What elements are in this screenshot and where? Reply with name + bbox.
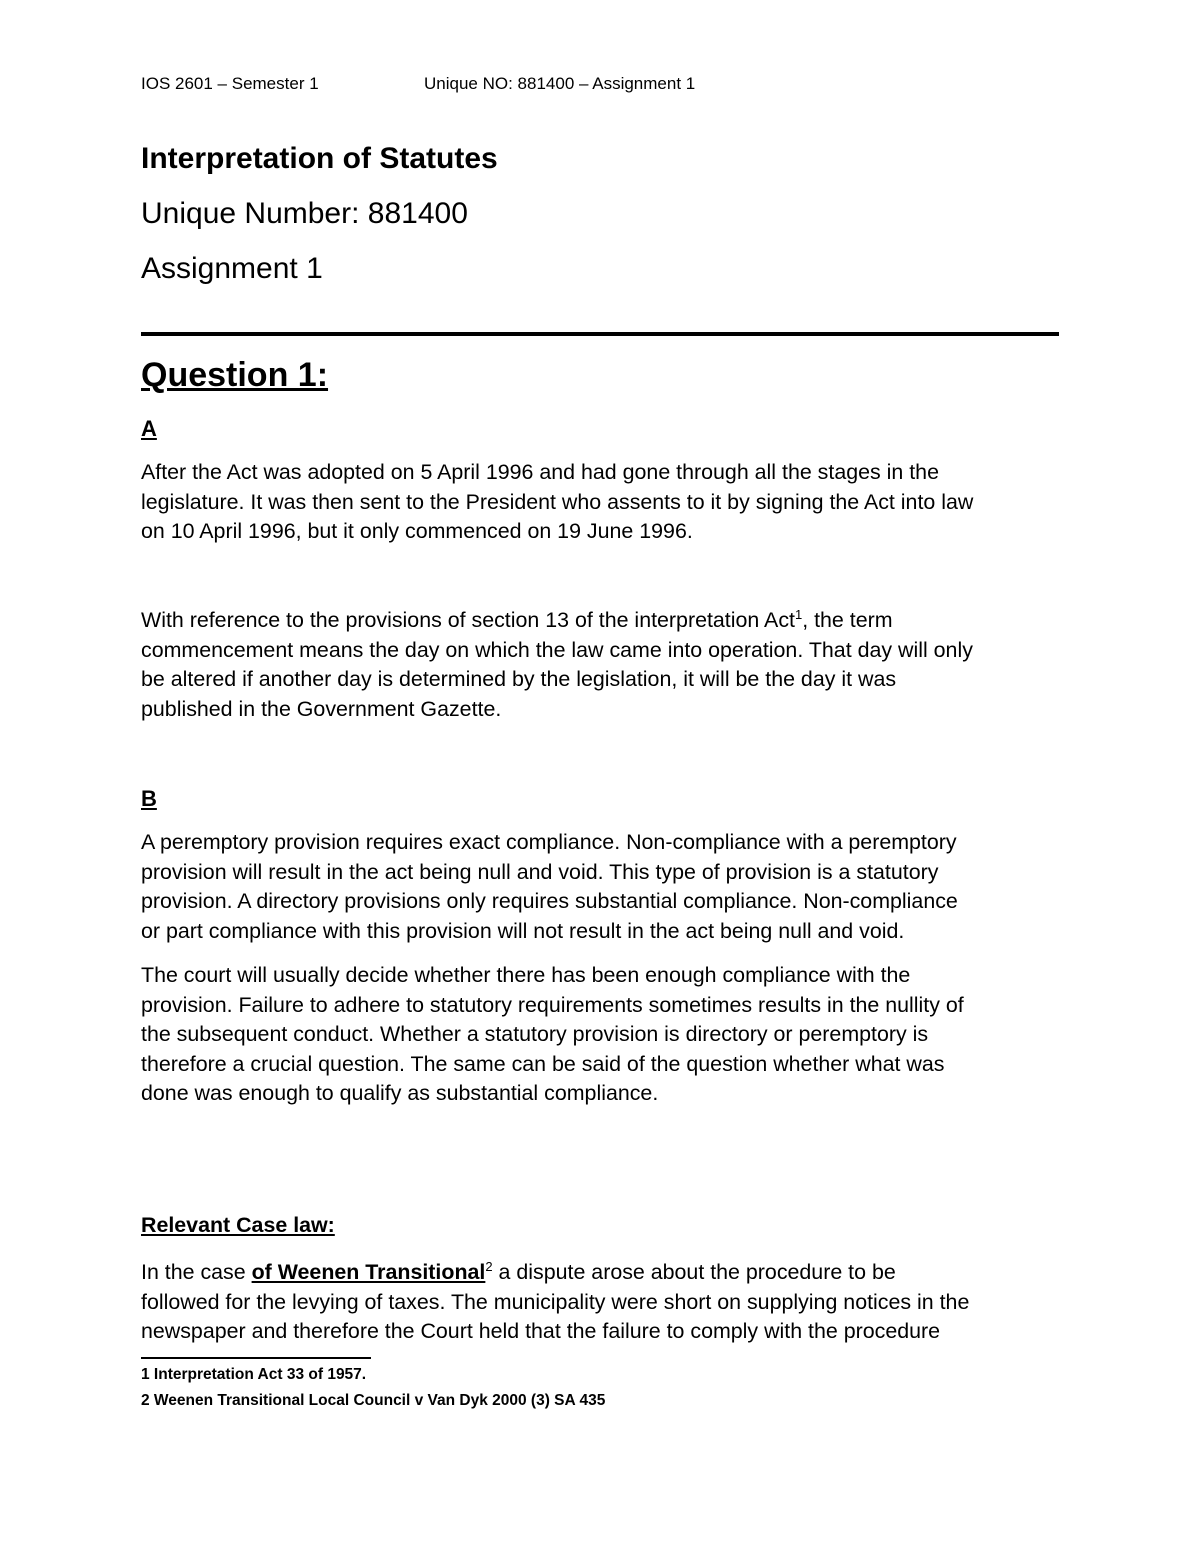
section-b-paragraph-1 (141, 828, 1071, 946)
text-line (141, 1258, 1071, 1288)
case-law-heading: Relevant Case law: (141, 1213, 335, 1237)
text-fragment: , the term (802, 608, 893, 632)
text-line: provision. A directory provisions only requires substantial compliance. Non-compliance (141, 889, 958, 913)
text-line: or part compliance with this provision will not result in the act being null and void. (141, 918, 905, 943)
section-a-paragraph-2 (141, 606, 1071, 724)
document-title: Interpretation of Statutes (141, 142, 498, 175)
text-line: newspaper and therefore the Court held that the failure to comply with the procedure (141, 1319, 941, 1343)
text-line: therefore a crucial question. The same can be said of the question whether what was (141, 1051, 945, 1076)
footnote-ref-1[interactable]: 1 (794, 606, 803, 622)
section-a-label: A (141, 416, 157, 441)
text-line: provision. Failure to adhere to statutory requirements sometimes results in the nullity of (141, 992, 964, 1017)
text-line (141, 606, 1071, 636)
text-line: be altered if another day is determined by the legislation, it will be the day it was (141, 667, 897, 691)
text-line: legislature. It was then sent to the President who assents to it by signing the Act into law (141, 489, 974, 514)
case-name: of Weenen Transitional (251, 1260, 486, 1284)
text-line: done was enough to qualify as substantial compliance. (141, 1081, 659, 1105)
text-line: published in the Government Gazette. (141, 696, 502, 721)
text-line: The court will usually decide whether there has been enough compliance with the (141, 963, 911, 987)
text-fragment: With reference to the provisions of section 13 of the interpretation Act (141, 608, 795, 632)
text-line: followed for the levying of taxes. The municipality were short on supplying notices in the (141, 1289, 970, 1314)
horizontal-rule (141, 332, 1059, 336)
text-line: commencement means the day on which the law came into operation. That day will only (141, 637, 973, 662)
unique-number: Unique Number: 881400 (141, 197, 468, 230)
page-header (141, 74, 696, 94)
footnote-1: 1 Interpretation Act 33 of 1957. (141, 1366, 367, 1383)
case-law-paragraph (141, 1258, 1071, 1347)
text-line: provision will result in the act being null and void. This type of provision is a statutory (141, 859, 939, 884)
section-b-paragraph-2 (141, 961, 1071, 1109)
question-heading: Question 1: (141, 356, 329, 394)
assignment-label: Assignment 1 (141, 252, 323, 285)
text-line: on 10 April 1996, but it only commenced on 19 June 1996. (141, 519, 693, 543)
text-line: the subsequent conduct. Whether a statutory provision is directory or peremptory is (141, 1022, 929, 1046)
header-course: IOS 2601 – Semester 1 (141, 74, 319, 93)
text-fragment: In the case (141, 1260, 252, 1284)
text-line: A peremptory provision requires exact compliance. Non-compliance with a peremptory (141, 830, 957, 854)
footnote-ref-2[interactable]: 2 (485, 1258, 493, 1274)
text-fragment: a dispute arose about the procedure to be (492, 1260, 896, 1284)
footnote-2: 2 Weenen Transitional Local Council v Van Dyk 2000 (3) SA 435 (141, 1392, 606, 1409)
header-unique-number: Unique NO: 881400 – Assignment 1 (424, 74, 696, 93)
section-a-paragraph-1 (141, 458, 1071, 547)
footnote-separator (141, 1357, 371, 1359)
section-b-label: B (141, 786, 157, 811)
text-line: After the Act was adopted on 5 April 1996 and had gone through all the stages in the (141, 460, 939, 484)
